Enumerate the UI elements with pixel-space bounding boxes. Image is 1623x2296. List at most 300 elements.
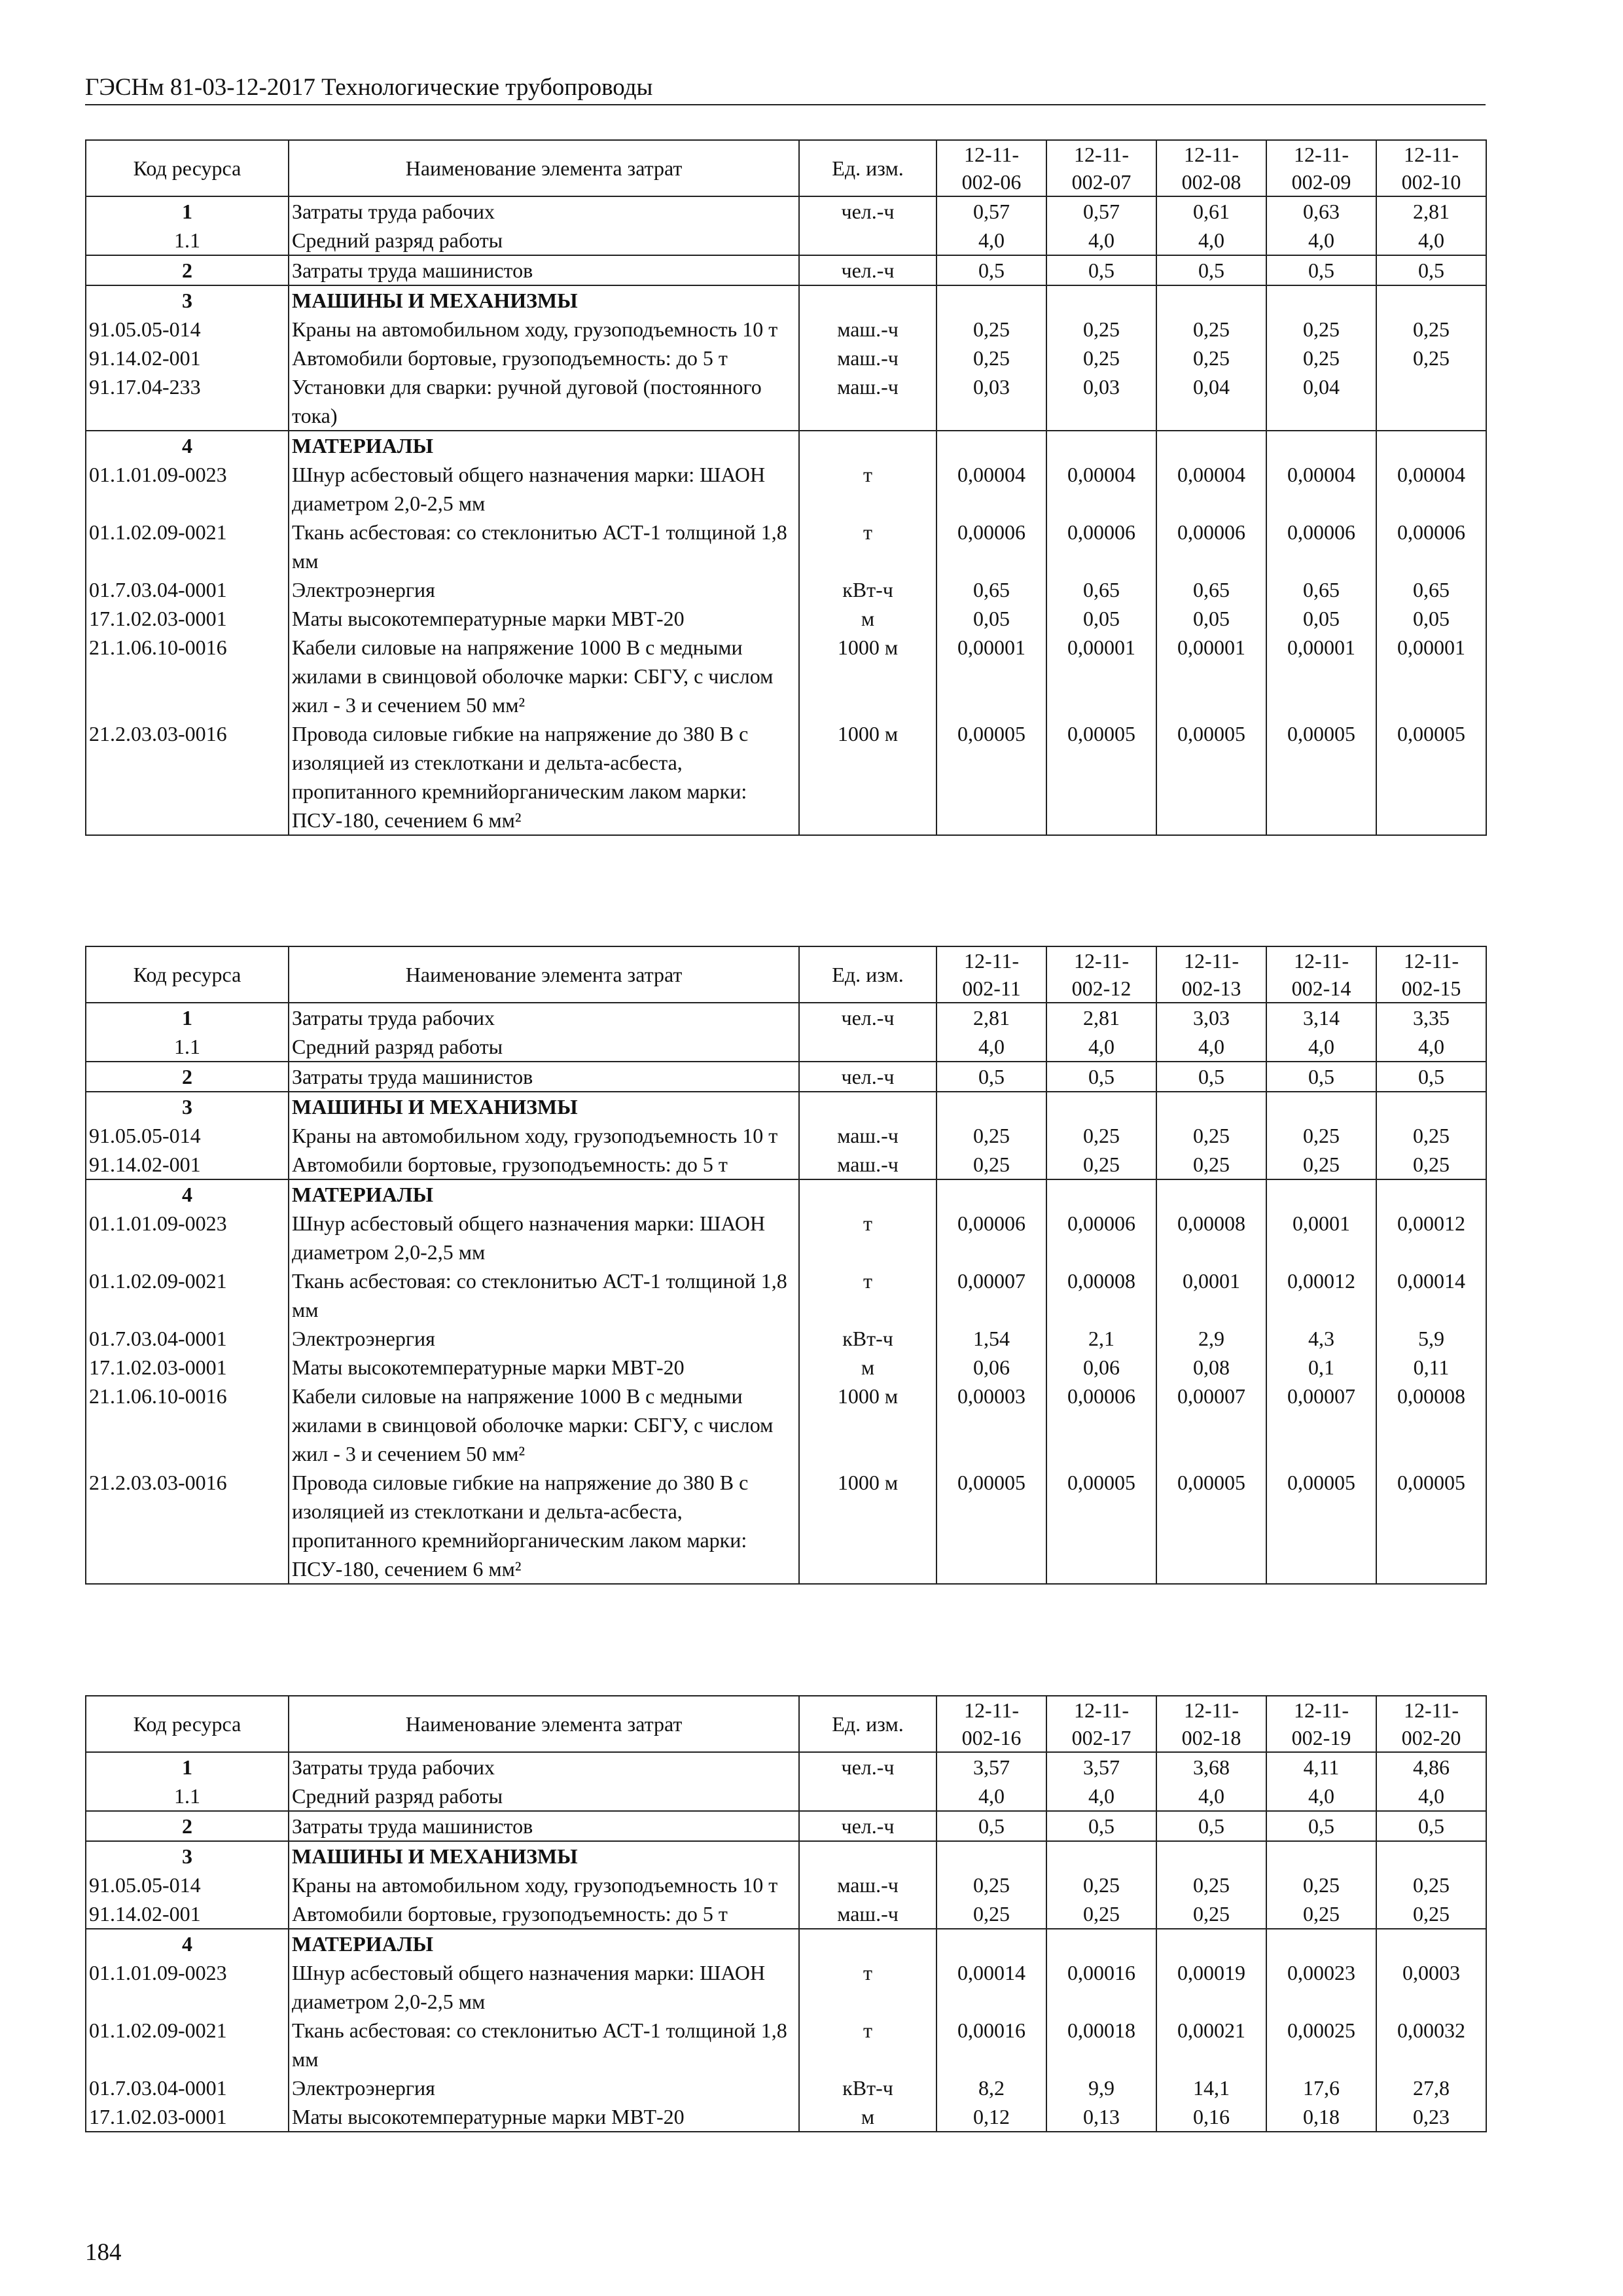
norm-value: 0,18 <box>1266 2102 1376 2132</box>
norm-value: 0,00006 <box>936 518 1046 575</box>
resource-name: Ткань асбестовая: со стеклонитью АСТ-1 толщиной 1,8 мм <box>289 1266 799 1324</box>
norm-value <box>1156 285 1266 315</box>
resource-code: 91.14.02-001 <box>86 1150 289 1179</box>
header-unit: Ед. изм. <box>799 946 936 1003</box>
resource-code: 91.14.02-001 <box>86 1899 289 1929</box>
unit: т <box>799 1266 936 1324</box>
norm-value: 0,65 <box>1266 575 1376 604</box>
header-norm-code: 12-11- 002-14 <box>1266 946 1376 1003</box>
resource-name: Ткань асбестовая: со стеклонитью АСТ-1 толщиной 1,8 мм <box>289 518 799 575</box>
norm-value: 0,00001 <box>1376 633 1486 719</box>
norm-value: 0,1 <box>1266 1353 1376 1382</box>
norm-value: 0,00006 <box>1376 518 1486 575</box>
table-row <box>86 1032 1486 1062</box>
header-name: Наименование элемента затрат <box>289 1696 799 1752</box>
norm-value <box>936 431 1046 460</box>
norm-value: 0,57 <box>1046 196 1156 226</box>
resource-code: 91.05.05-014 <box>86 315 289 344</box>
norm-value: 0,00006 <box>1046 1209 1156 1266</box>
unit: кВт-ч <box>799 575 936 604</box>
norm-value <box>936 285 1046 315</box>
unit: чел.-ч <box>799 1003 936 1032</box>
table-header-row <box>86 946 1486 1003</box>
resource-name: Краны на автомобильном ходу, грузоподъемность 10 т <box>289 315 799 344</box>
norm-value: 0,65 <box>1046 575 1156 604</box>
norm-value: 0,00005 <box>1266 719 1376 835</box>
norm-value: 4,11 <box>1266 1752 1376 1782</box>
resource-name: Автомобили бортовые, грузоподъемность: до 5 т <box>289 344 799 372</box>
norm-value: 0,00008 <box>1046 1266 1156 1324</box>
unit <box>799 1841 936 1871</box>
table-row <box>86 1811 1486 1841</box>
norms-table-1 <box>85 139 1487 836</box>
norm-value: 0,00005 <box>1156 719 1266 835</box>
norm-value: 0,25 <box>1266 1150 1376 1179</box>
norm-value <box>1266 1179 1376 1209</box>
norm-value: 4,0 <box>1046 1032 1156 1062</box>
norm-value: 0,25 <box>936 344 1046 372</box>
table-row <box>86 226 1486 255</box>
table-row <box>86 372 1486 431</box>
norms-table-3 <box>85 1695 1487 2132</box>
norm-value: 0,00005 <box>1046 1468 1156 1584</box>
norm-value <box>1046 1841 1156 1871</box>
unit <box>799 285 936 315</box>
norm-value: 0,00021 <box>1156 2016 1266 2073</box>
norm-value: 5,9 <box>1376 1324 1486 1353</box>
norm-value <box>1156 1929 1266 1958</box>
norm-value: 0,00032 <box>1376 2016 1486 2073</box>
unit: т <box>799 518 936 575</box>
resource-name: Электроэнергия <box>289 2073 799 2102</box>
norm-value: 0,25 <box>1376 344 1486 372</box>
resource-name: Затраты труда рабочих <box>289 196 799 226</box>
header-code: Код ресурса <box>86 946 289 1003</box>
norm-value: 0,08 <box>1156 1353 1266 1382</box>
resource-code: 91.05.05-014 <box>86 1871 289 1899</box>
unit <box>799 1179 936 1209</box>
unit: кВт-ч <box>799 1324 936 1353</box>
norm-value <box>1046 1929 1156 1958</box>
resource-name: МАТЕРИАЛЫ <box>289 1929 799 1958</box>
table-header-row <box>86 140 1486 196</box>
table-row <box>86 1958 1486 2016</box>
norm-value: 4,0 <box>1376 1782 1486 1811</box>
norm-value: 4,0 <box>1376 226 1486 255</box>
norm-value: 0,25 <box>1046 1150 1156 1179</box>
table-row <box>86 633 1486 719</box>
norm-value <box>1156 1179 1266 1209</box>
norm-value <box>936 1092 1046 1121</box>
resource-name: Затраты труда машинистов <box>289 255 799 285</box>
norm-value: 4,0 <box>1156 1782 1266 1811</box>
norm-value: 0,25 <box>1266 315 1376 344</box>
header-norm-code: 12-11- 002-20 <box>1376 1696 1486 1752</box>
table-row <box>86 1062 1486 1092</box>
norm-value: 0,5 <box>1266 1811 1376 1841</box>
norm-value: 0,00007 <box>1156 1382 1266 1468</box>
norm-value: 0,00005 <box>1046 719 1156 835</box>
header-name: Наименование элемента затрат <box>289 946 799 1003</box>
resource-name: Электроэнергия <box>289 575 799 604</box>
norm-value <box>1266 1092 1376 1121</box>
norm-value: 2,81 <box>1376 196 1486 226</box>
resource-code: 1 <box>86 1003 289 1032</box>
resource-name: МАШИНЫ И МЕХАНИЗМЫ <box>289 1841 799 1871</box>
norm-value: 0,00004 <box>1156 460 1266 518</box>
header-norm-code: 12-11- 002-18 <box>1156 1696 1266 1752</box>
norm-value: 0,00007 <box>1266 1382 1376 1468</box>
norm-value: 0,00023 <box>1266 1958 1376 2016</box>
norm-value: 3,57 <box>936 1752 1046 1782</box>
resource-name: Маты высокотемпературные марки МВТ-20 <box>289 604 799 633</box>
header-norm-code: 12-11- 002-16 <box>936 1696 1046 1752</box>
norm-value: 4,3 <box>1266 1324 1376 1353</box>
norm-value <box>1376 1929 1486 1958</box>
header-unit: Ед. изм. <box>799 140 936 196</box>
norm-value: 0,00018 <box>1046 2016 1156 2073</box>
norm-value: 0,00005 <box>1376 1468 1486 1584</box>
resource-name: Затраты труда машинистов <box>289 1811 799 1841</box>
norm-value: 0,00006 <box>1046 518 1156 575</box>
norm-value: 0,57 <box>936 196 1046 226</box>
norm-value: 3,03 <box>1156 1003 1266 1032</box>
norm-value: 0,0001 <box>1156 1266 1266 1324</box>
norm-value: 0,5 <box>1376 1062 1486 1092</box>
norm-value: 0,03 <box>1046 372 1156 431</box>
resource-name: Шнур асбестовый общего назначения марки: ШАОН диаметром 2,0-2,5 мм <box>289 1958 799 2016</box>
resource-code: 01.7.03.04-0001 <box>86 2073 289 2102</box>
norm-value: 0,00006 <box>1046 1382 1156 1468</box>
norm-value: 2,81 <box>936 1003 1046 1032</box>
resource-name: Кабели силовые на напряжение 1000 В с медными жилами в свинцовой оболочке марки: СБГУ, с числом жил - 3 и сечением 50 мм² <box>289 1382 799 1468</box>
norm-value: 0,00005 <box>1266 1468 1376 1584</box>
resource-code: 01.1.01.09-0023 <box>86 1209 289 1266</box>
header-norm-code: 12-11- 002-07 <box>1046 140 1156 196</box>
norm-value <box>1046 1092 1156 1121</box>
norm-value: 0,12 <box>936 2102 1046 2132</box>
resource-code: 17.1.02.03-0001 <box>86 2102 289 2132</box>
table-row <box>86 1782 1486 1811</box>
unit: маш.-ч <box>799 1871 936 1899</box>
resource-code: 3 <box>86 285 289 315</box>
norm-value <box>1376 1179 1486 1209</box>
resource-code: 21.1.06.10-0016 <box>86 633 289 719</box>
resource-code: 2 <box>86 255 289 285</box>
header-norm-code: 12-11- 002-15 <box>1376 946 1486 1003</box>
norm-value <box>1046 431 1156 460</box>
unit: кВт-ч <box>799 2073 936 2102</box>
resource-code: 3 <box>86 1092 289 1121</box>
page-number: 184 <box>85 2239 122 2266</box>
norm-value <box>1156 431 1266 460</box>
resource-code: 4 <box>86 1929 289 1958</box>
resource-code: 4 <box>86 1179 289 1209</box>
norm-value: 0,25 <box>1266 344 1376 372</box>
unit: т <box>799 1209 936 1266</box>
norm-value: 4,0 <box>1156 226 1266 255</box>
norm-value: 0,65 <box>936 575 1046 604</box>
norm-value: 0,25 <box>1266 1871 1376 1899</box>
resource-code: 21.2.03.03-0016 <box>86 719 289 835</box>
norm-value: 4,0 <box>936 1782 1046 1811</box>
unit: 1000 м <box>799 719 936 835</box>
unit <box>799 1929 936 1958</box>
norm-value: 0,5 <box>1156 1062 1266 1092</box>
table-row <box>86 1841 1486 1871</box>
norm-value: 0,25 <box>1376 1899 1486 1929</box>
norm-value: 0,05 <box>1046 604 1156 633</box>
norm-value: 0,25 <box>1266 1121 1376 1150</box>
unit: маш.-ч <box>799 1899 936 1929</box>
resource-code: 2 <box>86 1062 289 1092</box>
norm-value <box>1266 285 1376 315</box>
norm-value: 4,0 <box>1266 1032 1376 1062</box>
unit <box>799 431 936 460</box>
header-code: Код ресурса <box>86 1696 289 1752</box>
norm-value: 0,05 <box>1156 604 1266 633</box>
table-row <box>86 1929 1486 1958</box>
norm-value: 0,25 <box>1156 1121 1266 1150</box>
resource-name: Средний разряд работы <box>289 226 799 255</box>
norm-value: 0,25 <box>1046 315 1156 344</box>
norm-value: 4,86 <box>1376 1752 1486 1782</box>
resource-code: 21.1.06.10-0016 <box>86 1382 289 1468</box>
norm-value: 0,00012 <box>1376 1209 1486 1266</box>
norm-value: 0,25 <box>1376 1150 1486 1179</box>
norm-value <box>936 1179 1046 1209</box>
unit: маш.-ч <box>799 344 936 372</box>
norm-value: 0,00014 <box>1376 1266 1486 1324</box>
norm-value: 0,5 <box>1046 255 1156 285</box>
norm-value: 0,25 <box>1156 315 1266 344</box>
unit: т <box>799 1958 936 2016</box>
norm-value: 4,0 <box>1046 226 1156 255</box>
resource-code: 01.7.03.04-0001 <box>86 575 289 604</box>
table-row <box>86 1150 1486 1179</box>
norm-value: 0,25 <box>936 1899 1046 1929</box>
norm-value: 3,68 <box>1156 1752 1266 1782</box>
unit <box>799 226 936 255</box>
norm-value: 4,0 <box>936 1032 1046 1062</box>
table-header-row <box>86 1696 1486 1752</box>
table-row <box>86 1121 1486 1150</box>
norm-value: 0,00008 <box>1376 1382 1486 1468</box>
norm-value: 0,25 <box>1156 344 1266 372</box>
unit: маш.-ч <box>799 372 936 431</box>
table-row <box>86 1092 1486 1121</box>
table-row <box>86 1209 1486 1266</box>
norm-value: 0,04 <box>1266 372 1376 431</box>
norm-value: 3,14 <box>1266 1003 1376 1032</box>
resource-code: 1.1 <box>86 1782 289 1811</box>
table-row <box>86 1353 1486 1382</box>
resource-name: Провода силовые гибкие на напряжение до 380 В с изоляцией из стеклоткани и дельта-асбеста, пропитанного кремнийорганическим лаком марки: ПСУ-180, сечением 6 мм² <box>289 1468 799 1584</box>
resource-code: 1 <box>86 196 289 226</box>
resource-name: Автомобили бортовые, грузоподъемность: до 5 т <box>289 1150 799 1179</box>
resource-code: 01.1.01.09-0023 <box>86 460 289 518</box>
norm-value: 0,00016 <box>936 2016 1046 2073</box>
norm-value: 0,5 <box>936 1062 1046 1092</box>
norm-value: 0,00005 <box>1376 719 1486 835</box>
unit: т <box>799 460 936 518</box>
norm-value: 0,00025 <box>1266 2016 1376 2073</box>
norm-value: 0,00006 <box>936 1209 1046 1266</box>
table-row <box>86 1179 1486 1209</box>
norm-value <box>936 1841 1046 1871</box>
resource-name: Затраты труда рабочих <box>289 1003 799 1032</box>
resource-name: Автомобили бортовые, грузоподъемность: до 5 т <box>289 1899 799 1929</box>
norm-value: 0,00001 <box>1156 633 1266 719</box>
norm-value: 0,5 <box>1376 1811 1486 1841</box>
norm-value: 0,5 <box>1266 1062 1376 1092</box>
header-norm-code: 12-11- 002-06 <box>936 140 1046 196</box>
resource-name: Краны на автомобильном ходу, грузоподъемность 10 т <box>289 1121 799 1150</box>
norm-value: 0,25 <box>1376 1121 1486 1150</box>
norm-value <box>1046 1179 1156 1209</box>
norm-value: 0,5 <box>1046 1062 1156 1092</box>
resource-name: Провода силовые гибкие на напряжение до 380 В с изоляцией из стеклоткани и дельта-асбеста, пропитанного кремнийорганическим лаком марки: ПСУ-180, сечением 6 мм² <box>289 719 799 835</box>
norm-value: 0,00003 <box>936 1382 1046 1468</box>
norm-value: 0,5 <box>1046 1811 1156 1841</box>
norm-value: 0,0003 <box>1376 1958 1486 2016</box>
header-unit: Ед. изм. <box>799 1696 936 1752</box>
norm-value: 27,8 <box>1376 2073 1486 2102</box>
norm-value: 0,00004 <box>936 460 1046 518</box>
resource-code: 1.1 <box>86 226 289 255</box>
norm-value: 0,5 <box>936 255 1046 285</box>
resource-name: МАТЕРИАЛЫ <box>289 1179 799 1209</box>
table-row <box>86 604 1486 633</box>
norm-value: 0,00019 <box>1156 1958 1266 2016</box>
resource-code: 01.1.01.09-0023 <box>86 1958 289 2016</box>
norm-value: 0,0001 <box>1266 1209 1376 1266</box>
norm-value: 0,03 <box>936 372 1046 431</box>
norm-value: 0,00014 <box>936 1958 1046 2016</box>
resource-name: Установки для сварки: ручной дуговой (постоянного тока) <box>289 372 799 431</box>
norm-value: 0,00006 <box>1266 518 1376 575</box>
norm-value: 1,54 <box>936 1324 1046 1353</box>
table-row <box>86 1899 1486 1929</box>
norm-value: 0,25 <box>1046 344 1156 372</box>
norm-value: 0,00001 <box>1266 633 1376 719</box>
table-row <box>86 315 1486 344</box>
resource-name: Маты высокотемпературные марки МВТ-20 <box>289 1353 799 1382</box>
unit <box>799 1782 936 1811</box>
norm-value: 0,00005 <box>936 1468 1046 1584</box>
table-row <box>86 285 1486 315</box>
header-norm-code: 12-11- 002-09 <box>1266 140 1376 196</box>
unit: маш.-ч <box>799 315 936 344</box>
norm-value: 0,00005 <box>936 719 1046 835</box>
norm-value: 4,0 <box>1046 1782 1156 1811</box>
norm-value: 4,0 <box>1266 1782 1376 1811</box>
resource-name: Ткань асбестовая: со стеклонитью АСТ-1 толщиной 1,8 мм <box>289 2016 799 2073</box>
norm-value: 0,63 <box>1266 196 1376 226</box>
resource-name: Электроэнергия <box>289 1324 799 1353</box>
norm-value: 17,6 <box>1266 2073 1376 2102</box>
norm-value: 0,00004 <box>1046 460 1156 518</box>
header-norm-code: 12-11- 002-19 <box>1266 1696 1376 1752</box>
unit <box>799 1032 936 1062</box>
unit: чел.-ч <box>799 255 936 285</box>
resource-name: МАШИНЫ И МЕХАНИЗМЫ <box>289 285 799 315</box>
norm-value: 4,0 <box>1156 1032 1266 1062</box>
table-row <box>86 1382 1486 1468</box>
resource-name: МАТЕРИАЛЫ <box>289 431 799 460</box>
unit <box>799 1092 936 1121</box>
resource-name: Затраты труда рабочих <box>289 1752 799 1782</box>
norm-value: 3,35 <box>1376 1003 1486 1032</box>
resource-name: Маты высокотемпературные марки МВТ-20 <box>289 2102 799 2132</box>
norm-value: 0,00007 <box>936 1266 1046 1324</box>
resource-code: 91.17.04-233 <box>86 372 289 431</box>
norm-value: 0,05 <box>1376 604 1486 633</box>
norm-value: 0,25 <box>936 1121 1046 1150</box>
norm-value: 0,06 <box>1046 1353 1156 1382</box>
norm-value: 0,16 <box>1156 2102 1266 2132</box>
norm-value: 3,57 <box>1046 1752 1156 1782</box>
norm-value: 0,5 <box>1156 1811 1266 1841</box>
norm-value: 0,25 <box>936 1150 1046 1179</box>
norm-value <box>1376 431 1486 460</box>
norm-value: 8,2 <box>936 2073 1046 2102</box>
norm-value: 0,5 <box>1266 255 1376 285</box>
norm-value: 0,00004 <box>1266 460 1376 518</box>
norm-value: 4,0 <box>1376 1032 1486 1062</box>
table-row <box>86 1324 1486 1353</box>
resource-name: Средний разряд работы <box>289 1032 799 1062</box>
norm-value <box>1376 285 1486 315</box>
norm-value: 0,5 <box>1376 255 1486 285</box>
norm-value <box>1376 1841 1486 1871</box>
resource-name: Кабели силовые на напряжение 1000 В с медными жилами в свинцовой оболочке марки: СБГУ, с числом жил - 3 и сечением 50 мм² <box>289 633 799 719</box>
norm-value: 0,25 <box>1266 1899 1376 1929</box>
norm-value: 4,0 <box>1266 226 1376 255</box>
unit: м <box>799 604 936 633</box>
header-name: Наименование элемента затрат <box>289 140 799 196</box>
table-row <box>86 1003 1486 1032</box>
table-row <box>86 2102 1486 2132</box>
norm-value: 0,00001 <box>1046 633 1156 719</box>
norm-value: 0,25 <box>936 315 1046 344</box>
norm-value: 2,81 <box>1046 1003 1156 1032</box>
norm-value: 0,13 <box>1046 2102 1156 2132</box>
norm-value: 0,05 <box>1266 604 1376 633</box>
resource-name: Средний разряд работы <box>289 1782 799 1811</box>
norm-value: 0,65 <box>1376 575 1486 604</box>
norm-value <box>936 1929 1046 1958</box>
norm-value: 0,00004 <box>1376 460 1486 518</box>
resource-code: 01.1.02.09-0021 <box>86 2016 289 2073</box>
norm-value: 0,65 <box>1156 575 1266 604</box>
header-norm-code: 12-11- 002-17 <box>1046 1696 1156 1752</box>
norm-value: 0,25 <box>1046 1871 1156 1899</box>
resource-code: 01.1.02.09-0021 <box>86 1266 289 1324</box>
unit: 1000 м <box>799 633 936 719</box>
unit: маш.-ч <box>799 1150 936 1179</box>
norm-value: 0,06 <box>936 1353 1046 1382</box>
page-header: ГЭСНм 81-03-12-2017 Технологические трубопроводы <box>85 73 1486 105</box>
norm-value: 0,00008 <box>1156 1209 1266 1266</box>
norm-value: 0,11 <box>1376 1353 1486 1382</box>
norm-value: 0,25 <box>1376 1871 1486 1899</box>
resource-code: 17.1.02.03-0001 <box>86 1353 289 1382</box>
resource-code: 1.1 <box>86 1032 289 1062</box>
norm-value <box>1156 1092 1266 1121</box>
norm-value: 0,00006 <box>1156 518 1266 575</box>
resource-code: 2 <box>86 1811 289 1841</box>
